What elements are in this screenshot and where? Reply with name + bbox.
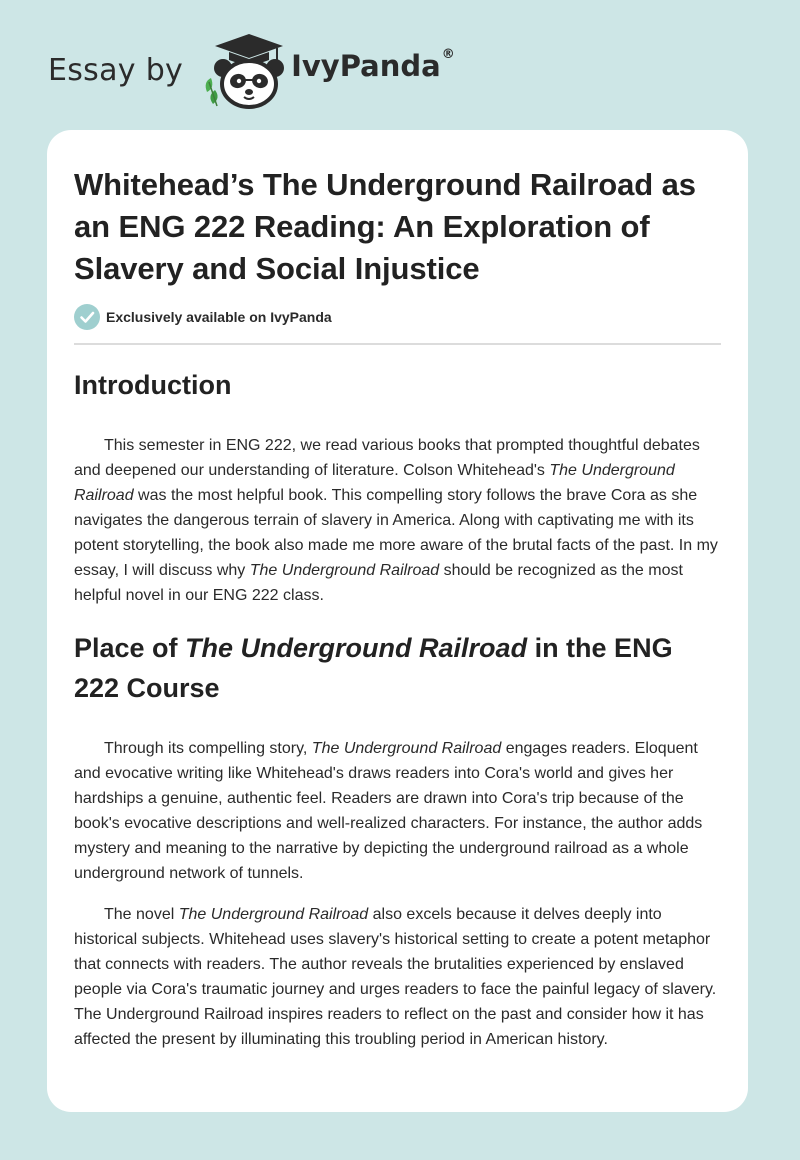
book-title-italic: The Underground Railroad	[178, 906, 369, 923]
check-circle-icon	[74, 304, 100, 330]
book-title-italic: The Underground Railroad	[249, 562, 440, 579]
introduction-heading: Introduction	[74, 370, 232, 400]
book-title-italic: The Underground Railroad	[311, 740, 502, 757]
exclusive-badge	[74, 304, 721, 330]
ivypanda-panda-logo-icon[interactable]	[197, 30, 293, 110]
site-header	[48, 30, 455, 110]
title-divider	[74, 343, 721, 345]
essay-by-label: Essay by	[48, 52, 184, 88]
place-paragraph-1: Through its compelling story, The Underground Railroad engages readers. Eloquent and evocative writing like Whitehead's draws readers into Cora's world and gives her hardships a genuine, authentic feel. Readers are drawn into Cora's trip because of the book's evocative descriptions and well-realized characters. For instance, the author adds mystery and meaning to the narrative by depicting the underground railroad as a whole underground network of tunnels.	[74, 740, 703, 882]
book-title-italic: The Underground Railroad	[74, 462, 675, 504]
essay-card	[47, 130, 748, 1112]
registered-mark: ®	[441, 47, 455, 62]
place-section-heading: Place of The Underground Railroad in the ENG 222 Course	[74, 633, 673, 703]
ivypanda-brand-name[interactable]: IvyPanda®	[291, 47, 455, 83]
exclusive-badge-text: Exclusively available on IvyPanda	[106, 309, 332, 325]
place-paragraph-2: The novel The Underground Railroad also excels because it delves deeply into historical subjects. Whitehead uses slavery's historical setting to create a potent metaphor that connects with readers. The author reveals the brutalities experienced by enslaved people via Cora's traumatic journey and urges readers to face the painful legacy of slavery. The Underground Railroad inspires readers to reflect on the past and consider how it has affected the present by illuminating this troubling period in American history.	[74, 906, 717, 1048]
book-title-italic: The Underground Railroad	[185, 633, 528, 663]
essay-title: Whitehead’s The Underground Railroad as an ENG 222 Reading: An Exploration of Slavery and Social Injustice	[74, 167, 696, 286]
introduction-paragraph: This semester in ENG 222, we read various books that prompted thoughtful debates and deepened our understanding of literature. Colson Whitehead's The Underground Railroad was the most helpful book. This compelling story follows the brave Cora as she navigates the dangerous terrain of slavery in America. Along with captivating me with its potent storytelling, the book also made me more aware of the brutal facts of the past. In my essay, I will discuss why The Underground Railroad should be recognized as the most helpful novel in our ENG 222 class.	[74, 437, 718, 604]
